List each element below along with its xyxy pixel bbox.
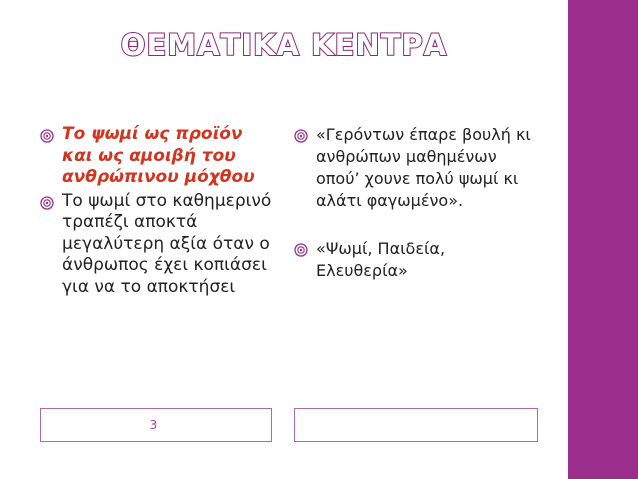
quote-text: «Ψωμί, Παιδεία, Ελευθερία» [316,239,446,280]
list-item [294,124,538,212]
quote-text: «Γερόντων έπαρε βουλή κι ανθρώπων μαθημένων οπού’ χουνε πολύ ψωμί κι αλάτι φαγωμένο». [316,125,531,210]
right-column [294,124,538,284]
list-item-text: Το ψωμί ως προϊόν και ως αμοιβή του ανθρώπινου μόχθου [62,124,255,187]
footer-right-box [294,408,538,442]
list-item [40,124,272,189]
list-item [294,238,538,282]
target-bullet-icon [40,129,54,143]
target-bullet-icon [294,243,308,257]
footer-left-box [40,408,272,442]
accent-side-bar [568,0,638,479]
target-bullet-icon [294,129,308,143]
target-bullet-icon [40,196,54,210]
page-number: 3 [149,418,158,432]
list-item [40,191,272,299]
slide-title: ΘΕΜΑΤΙΚΑ ΚΕΝΤΡΑ [120,28,448,62]
list-item-text: Το ψωμί στο καθημερινό τραπέζι αποκτά μεγαλύτερη αξία όταν ο άνθρωπος έχει κοπιάσει για να το αποκτήσει [62,190,272,297]
left-column [40,124,272,300]
